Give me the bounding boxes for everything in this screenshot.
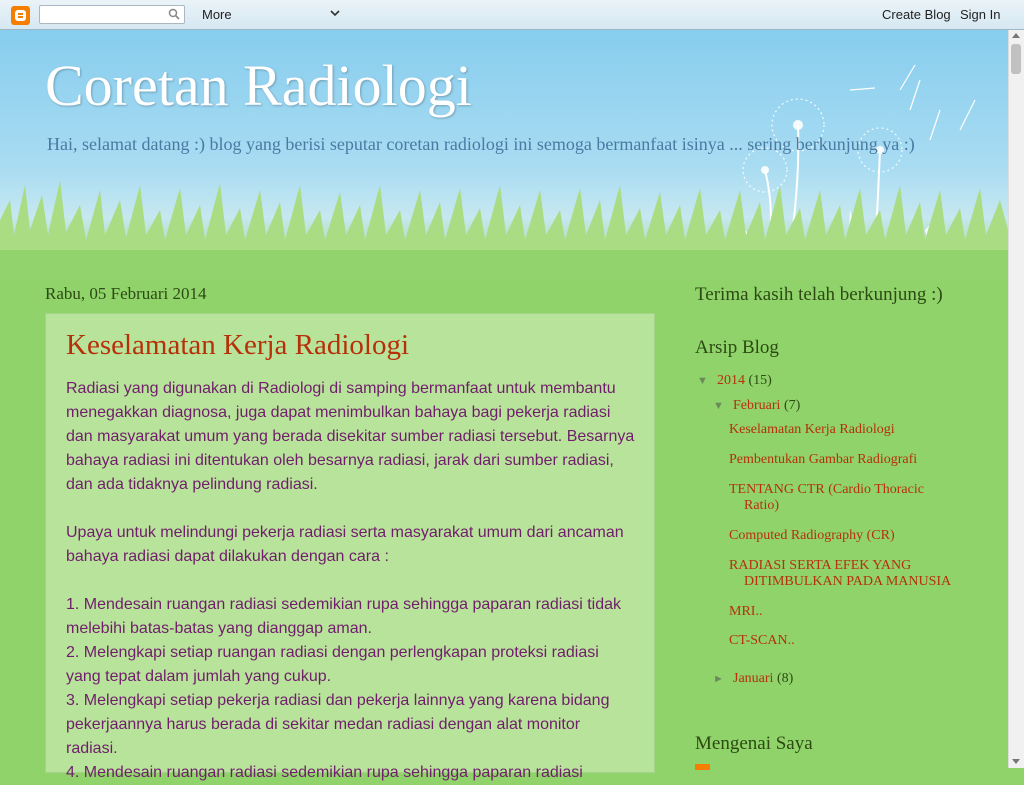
blog-description: Hai, selamat datang :) blog yang berisi seputar coretan radiologi ini semoga bermanfaat isinya ... sering berkunjung ya :) (47, 134, 915, 154)
scroll-thumb[interactable] (1011, 44, 1021, 74)
archive-post-link[interactable]: Keselamatan Kerja Radiologi (729, 422, 895, 437)
archive-month-count: (8) (776, 671, 794, 686)
blogger-navbar (0, 0, 1024, 30)
archive-month-count: (7) (783, 398, 801, 413)
archive-title: Arsip Blog (695, 337, 779, 358)
about-title: Mengenai Saya (695, 733, 813, 754)
archive-post-link[interactable]: RADIASI SERTA EFEK YANG DITIMBULKAN PADA MANUSIA (729, 558, 952, 589)
archive-year-2014 (717, 373, 772, 389)
create-blog-link[interactable]: Create Blog (882, 7, 951, 22)
post-body (66, 377, 636, 785)
blog-header (0, 30, 1008, 280)
archive-post-link[interactable]: MRI.. (729, 604, 763, 619)
post-paragraph: Upaya untuk melindungi pekerja radiasi serta masyarakat umum dari ancaman bahaya radiasi dapat dilakukan dengan cara : (66, 524, 624, 565)
post-paragraph: Radiasi yang digunakan di Radiologi di samping bermanfaat untuk membantu menegakkan diagnosa, juga dapat menimbulkan bahaya bagi pekerja radiasi dan masyarakat umum yang berada disekitar sumber radiasi tersebut. Besarnya bahaya radiasi ini ditentukan oleh besarnya radiasi, jarak dari sumber radiasi, dan ada tidaknya pelindung radiasi. (66, 380, 635, 493)
archive-month-januari (733, 671, 793, 687)
profile-icon[interactable] (695, 764, 710, 770)
sign-in-link[interactable]: Sign In (960, 7, 1001, 22)
more-dropdown[interactable]: More (202, 7, 232, 22)
post-list-item: 1. Mendesain ruangan radiasi sedemikian rupa sehingga paparan radiasi tidak melebihi batas-batas yang dianggap aman. (66, 596, 622, 637)
archive-post-link[interactable]: Computed Radiography (CR) (729, 528, 895, 543)
archive-year-link[interactable]: 2014 (717, 373, 745, 388)
archive-month-februari (733, 398, 800, 414)
search-input[interactable] (39, 5, 185, 24)
scroll-down-icon[interactable] (1012, 759, 1020, 764)
post-date: Rabu, 05 Februari 2014 (45, 284, 207, 303)
archive-month-link[interactable]: Februari (733, 398, 781, 413)
toggle-2014-icon[interactable]: ▼ (697, 375, 708, 387)
scroll-up-icon[interactable] (1012, 33, 1020, 38)
archive-month-link[interactable]: Januari (733, 671, 774, 686)
blog-title[interactable]: Coretan Radiologi (45, 53, 472, 118)
toggle-februari-icon[interactable]: ▼ (713, 400, 724, 412)
toggle-januari-icon[interactable]: ► (713, 673, 724, 685)
post-list-item: 2. Melengkapi setiap ruangan radiasi dengan perlengkapan proteksi radiasi yang tepat dalam jumlah yang cukup. (66, 644, 599, 685)
sidebar-thanks-title: Terima kasih telah berkunjung :) (695, 284, 943, 305)
post-title[interactable]: Keselamatan Kerja Radiologi (66, 329, 410, 361)
archive-post-link[interactable]: Pembentukan Gambar Radiografi (729, 452, 918, 467)
archive-post-link[interactable]: CT-SCAN.. (729, 633, 795, 648)
grass-decoration (0, 180, 1008, 280)
blogger-logo-icon[interactable] (11, 6, 30, 25)
chevron-down-icon[interactable] (329, 7, 341, 19)
archive-year-count: (15) (748, 373, 772, 388)
page-scrollbar[interactable] (1008, 30, 1024, 768)
archive-post-link[interactable]: TENTANG CTR (Cardio Thoracic Ratio) (729, 482, 924, 513)
search-icon[interactable] (168, 8, 180, 20)
post-list-item: 4. Mendesain ruangan radiasi sedemikian rupa sehingga paparan radiasi (66, 764, 583, 781)
post-list-item: 3. Melengkapi setiap pekerja radiasi dan pekerja lainnya yang karena bidang pekerjaannya harus berada di sekitar medan radiasi dengan alat monitor radiasi. (66, 692, 610, 757)
